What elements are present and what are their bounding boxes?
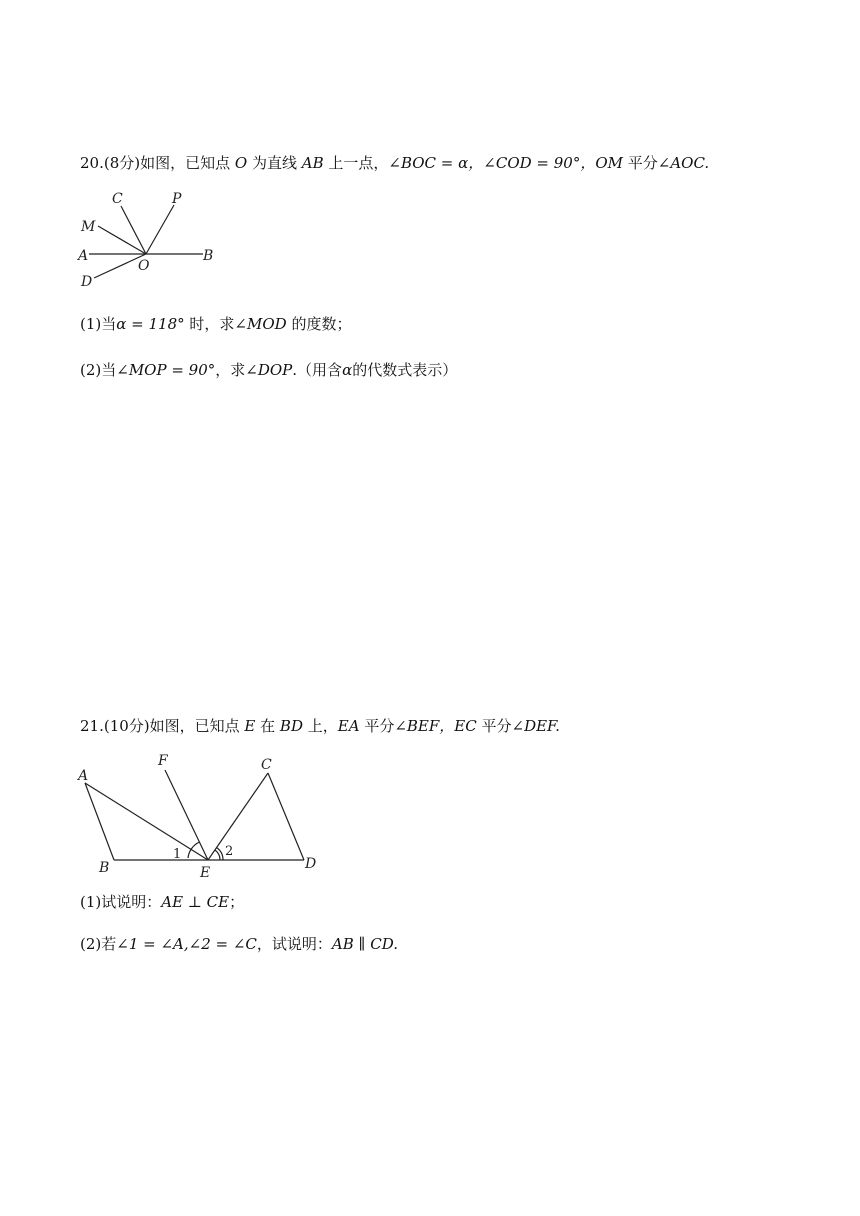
- math: ∠MOP = 90°: [116, 361, 216, 379]
- q20-text: 平分: [623, 154, 658, 172]
- q21-text: 上，: [302, 717, 338, 735]
- q20-condition: ∠AOC.: [657, 154, 710, 172]
- q20-text: 上一点，: [323, 154, 389, 172]
- q20-condition: ∠BOC = α，∠COD = 90°，OM: [388, 154, 623, 172]
- part-text: ，试说明：: [256, 935, 332, 953]
- q21-part2: [80, 934, 398, 954]
- q20-line-ab: AB: [301, 154, 324, 172]
- part-text: (2)若: [80, 935, 117, 953]
- q21-text: 在: [255, 717, 280, 735]
- q21-stem: [80, 716, 560, 736]
- label-f: F: [158, 753, 168, 769]
- part-text: 时，求: [184, 315, 235, 333]
- q20-point-o: O: [234, 154, 248, 172]
- part-text: (1)当: [80, 315, 117, 333]
- q21-line-bd: BD: [279, 717, 303, 735]
- label-d: D: [81, 274, 93, 290]
- part-text: (1)试说明：: [80, 893, 162, 911]
- q20-stem: [80, 153, 709, 173]
- part-text: 的度数；: [286, 315, 352, 333]
- q20-number: 20.: [80, 154, 104, 172]
- segment-cd: [268, 773, 304, 860]
- label-a: A: [78, 248, 89, 264]
- q21-point-e: E: [244, 717, 256, 735]
- math: α: [342, 361, 353, 379]
- math: ∠MOD: [234, 315, 287, 333]
- math: AE ⊥ CE: [161, 893, 230, 911]
- part-text: (2)当: [80, 361, 117, 379]
- angle-1-arc: [188, 842, 200, 858]
- segment-ec: [208, 773, 268, 860]
- q21-figure: [75, 748, 325, 880]
- q21-head: (10分)如图，已知点: [103, 717, 245, 735]
- q20-part2: [80, 360, 457, 380]
- angle-2-label: 2: [225, 844, 234, 859]
- q21-text: 平分: [476, 717, 512, 735]
- part-text: .（用含: [292, 361, 343, 379]
- part-text: ；: [229, 893, 245, 911]
- math: ∠1 = ∠A,∠2 = ∠C: [116, 935, 257, 953]
- label-e: E: [200, 865, 211, 880]
- angle-1-label: 1: [173, 847, 182, 862]
- math: α = 118°: [116, 315, 185, 333]
- q21-condition: ∠DEF.: [511, 717, 560, 735]
- ray-op: [146, 205, 174, 254]
- q20-figure: [75, 186, 225, 296]
- label-a: A: [78, 768, 89, 784]
- label-b: B: [99, 860, 110, 876]
- q20-head: (8分)如图，已知点: [103, 154, 235, 172]
- label-d: D: [305, 856, 317, 872]
- q20-text: 为直线: [247, 154, 302, 172]
- segment-ab: [85, 783, 114, 860]
- q20-part1: [80, 314, 351, 334]
- part-text: ，求: [215, 361, 246, 379]
- label-b: B: [203, 248, 214, 264]
- math: AB ∥ CD.: [331, 935, 398, 953]
- math: ∠DOP: [245, 361, 293, 379]
- q21-condition: EA: [337, 717, 360, 735]
- q21-condition: ∠BEF，EC: [394, 717, 477, 735]
- label-c: C: [112, 191, 123, 207]
- q21-part1: [80, 892, 244, 912]
- label-c: C: [261, 757, 272, 773]
- label-o: O: [138, 258, 150, 274]
- label-p: P: [172, 191, 182, 207]
- angle-2-arc-inner: [215, 850, 220, 860]
- q21-number: 21.: [80, 717, 104, 735]
- label-m: M: [81, 219, 96, 235]
- part-text: 的代数式表示）: [352, 361, 458, 379]
- q21-text: 平分: [359, 717, 395, 735]
